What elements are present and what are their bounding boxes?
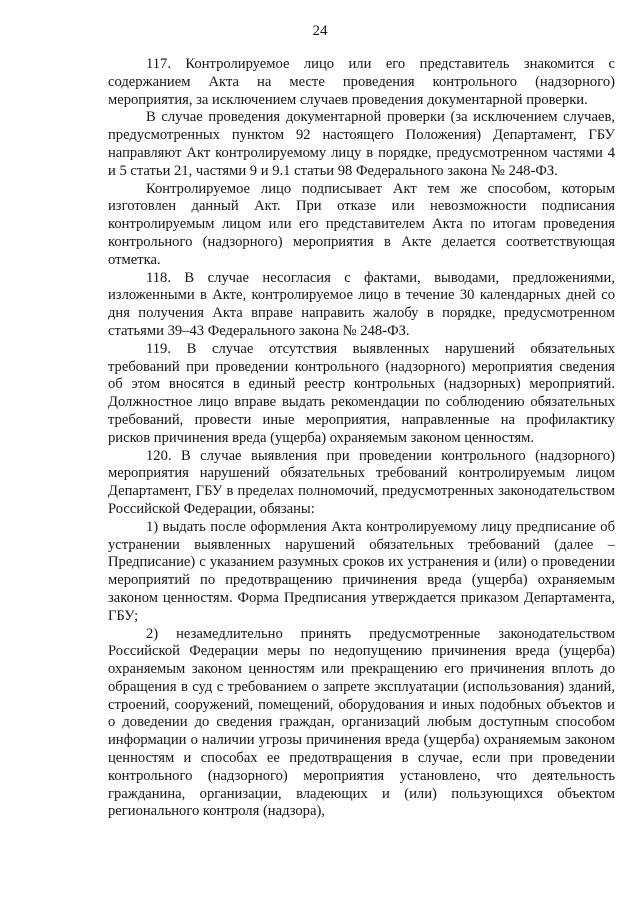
paragraph-documentary-inspection: В случае проведения документарной проверки (за исключением случаев, предусмотренных пунктом 92 настоящего Положения) Департамент, ГБУ направляют Акт контролируемому лицу в порядке, предусмотренном частями 4 и 5 статьи 21, частями 9 и 9.1 статьи 98 Федерального закона № 248-ФЗ. — [108, 109, 615, 179]
list-item-1: 1) выдать после оформления Акта контролируемому лицу предписание об устранении выявленных нарушений обязательных требований (далее – Предписание) с указанием разумных сроков их устранения и (или) о проведении мероприятий по предотвращению причинения вреда (ущерба) охраняемым законом ценностям. Форма Предписания утверждается приказом Департамента, ГБУ; — [108, 518, 615, 624]
paragraph-signing-act: Контролируемое лицо подписывает Акт тем же способом, которым изготовлен данный Акт. При отказе или невозможности подписания контролируемым лицом или его представителем Акта по итогам проведения контрольного (надзорного) мероприятия в Акте делается соответствующая отметка. — [108, 180, 615, 268]
paragraph-120: 120. В случае выявления при проведении контрольного (надзорного) мероприятия нарушений обязательных требований контролируемым лицом Департамент, ГБУ в пределах полномочий, предусмотренных законодательством Российской Федерации, обязаны: — [108, 447, 615, 517]
paragraph-119: 119. В случае отсутствия выявленных нарушений обязательных требований при проведении контрольного (надзорного) мероприятия сведения об этом вносятся в единый реестр контрольных (надзорных) мероприятий. Должностное лицо вправе выдать рекомендации по соблюдению обязательных требований, провести иные мероприятия, направленные на профилактику рисков причинения вреда (ущерба) охраняемым законом ценностям. — [108, 340, 615, 446]
list-item-2: 2) незамедлительно принять предусмотренные законодательством Российской Федерации меры по недопущению причинения вреда (ущерба) охраняемым законом ценностям или прекращению его причинения вплоть до обращения в суд с требованием о запрете эксплуатации (использования) зданий, строений, сооружений, помещений, оборудования и иных подобных объектов и о доведении до сведения граждан, организаций любым доступным способом информации о наличии угрозы причинения вреда (ущерба) охраняемым законом ценностям и способах ее предотвращения в случае, если при проведении контрольного (надзорного) мероприятия установлено, что деятельность гражданина, организации, владеющих и (или) пользующихся объектом регионального контроля (надзора), — [108, 625, 615, 820]
document-body — [108, 56, 615, 821]
paragraph-118: 118. В случае несогласия с фактами, выводами, предложениями, изложенными в Акте, контролируемое лицо в течение 30 календарных дней со дня получения Акта вправе направить жалобу в порядке, предусмотренном статьями 39–43 Федерального закона № 248-ФЗ. — [108, 269, 615, 339]
paragraph-117: 117. Контролируемое лицо или его представитель знакомится с содержанием Акта на месте проведения контрольного (надзорного) мероприятия, за исключением случаев проведения документарной проверки. — [108, 56, 615, 108]
page-number: 24 — [312, 23, 328, 39]
